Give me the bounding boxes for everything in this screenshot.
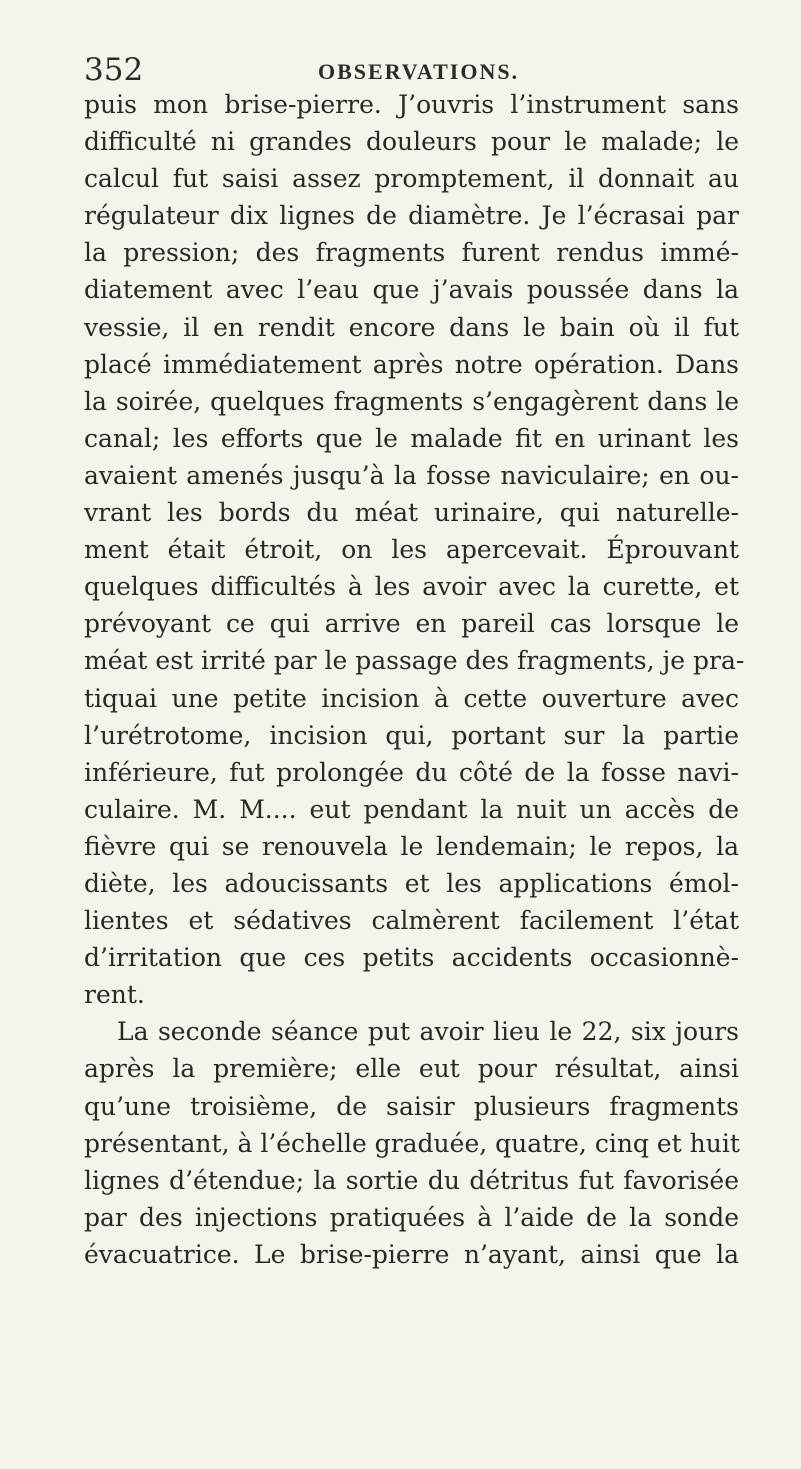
- text-line: fièvre qui se renouvela le lendemain; le repos, la: [84, 831, 739, 861]
- text-line: par des injections pratiquées à l’aide de la sonde: [84, 1202, 739, 1232]
- text-line: rent.: [84, 980, 145, 1010]
- text-line: inférieure, fut prolongée du côté de la fosse navi-: [84, 757, 739, 787]
- running-head: [84, 50, 734, 90]
- text-line: diatement avec l’eau que j’avais poussée dans la: [84, 275, 739, 305]
- text-line: l’urétrotome, incision qui, portant sur la partie: [84, 720, 739, 750]
- text-line: la pression; des fragments furent rendus immé-: [84, 238, 739, 268]
- text-line: culaire. M. M.... eut pendant la nuit un accès de: [84, 794, 739, 824]
- text-line: présentant, à l’échelle graduée, quatre, cinq et huit: [84, 1128, 740, 1158]
- text-line: qu’une troisième, de saisir plusieurs fragments: [84, 1091, 739, 1121]
- text-line: la soirée, quelques fragments s’engagèrent dans le: [84, 386, 739, 416]
- text-line: vessie, il en rendit encore dans le bain où il fut: [84, 312, 739, 342]
- text-line: régulateur dix lignes de diamètre. Je l’écrasai par: [84, 201, 739, 231]
- text-line: canal; les efforts que le malade fit en urinant les: [84, 423, 739, 453]
- text-line: prévoyant ce qui arrive en pareil cas lorsque le: [84, 609, 739, 639]
- text-line: diète, les adoucissants et les applications émol-: [84, 868, 739, 898]
- text-line: quelques difficultés à les avoir avec la curette, et: [84, 572, 739, 602]
- text-line: évacuatrice. Le brise-pierre n’ayant, ainsi que la: [84, 1239, 739, 1269]
- text-line: ment était étroit, on les apercevait. Éprouvant: [84, 535, 739, 565]
- running-title: OBSERVATIONS.: [318, 59, 520, 84]
- text-line: placé immédiatement après notre opération. Dans: [84, 349, 739, 379]
- text-line: avaient amenés jusqu’à la fosse naviculaire; en ou-: [84, 460, 739, 490]
- page-number: 352: [84, 52, 144, 88]
- text-line: difficulté ni grandes douleurs pour le malade; le: [84, 127, 739, 157]
- text-line: La seconde séance put avoir lieu le 22, six jours: [117, 1017, 739, 1047]
- text-line: calcul fut saisi assez promptement, il donnait au: [84, 164, 739, 194]
- text-line: après la première; elle eut pour résultat, ainsi: [84, 1054, 739, 1084]
- text-line: méat est irrité par le passage des fragments, je pra-: [84, 646, 745, 676]
- text-line: lientes et sédatives calmèrent facilement l’état: [84, 906, 739, 936]
- body-text: [84, 86, 745, 1273]
- text-line: puis mon brise-pierre. J’ouvris l’instrument sans: [84, 90, 739, 119]
- text-line: d’irritation que ces petits accidents occasionnè-: [84, 943, 739, 973]
- text-line: lignes d’étendue; la sortie du détritus fut favorisée: [84, 1165, 739, 1195]
- text-line: vrant les bords du méat urinaire, qui naturelle-: [84, 498, 739, 528]
- text-line: tiquai une petite incision à cette ouverture avec: [84, 683, 739, 713]
